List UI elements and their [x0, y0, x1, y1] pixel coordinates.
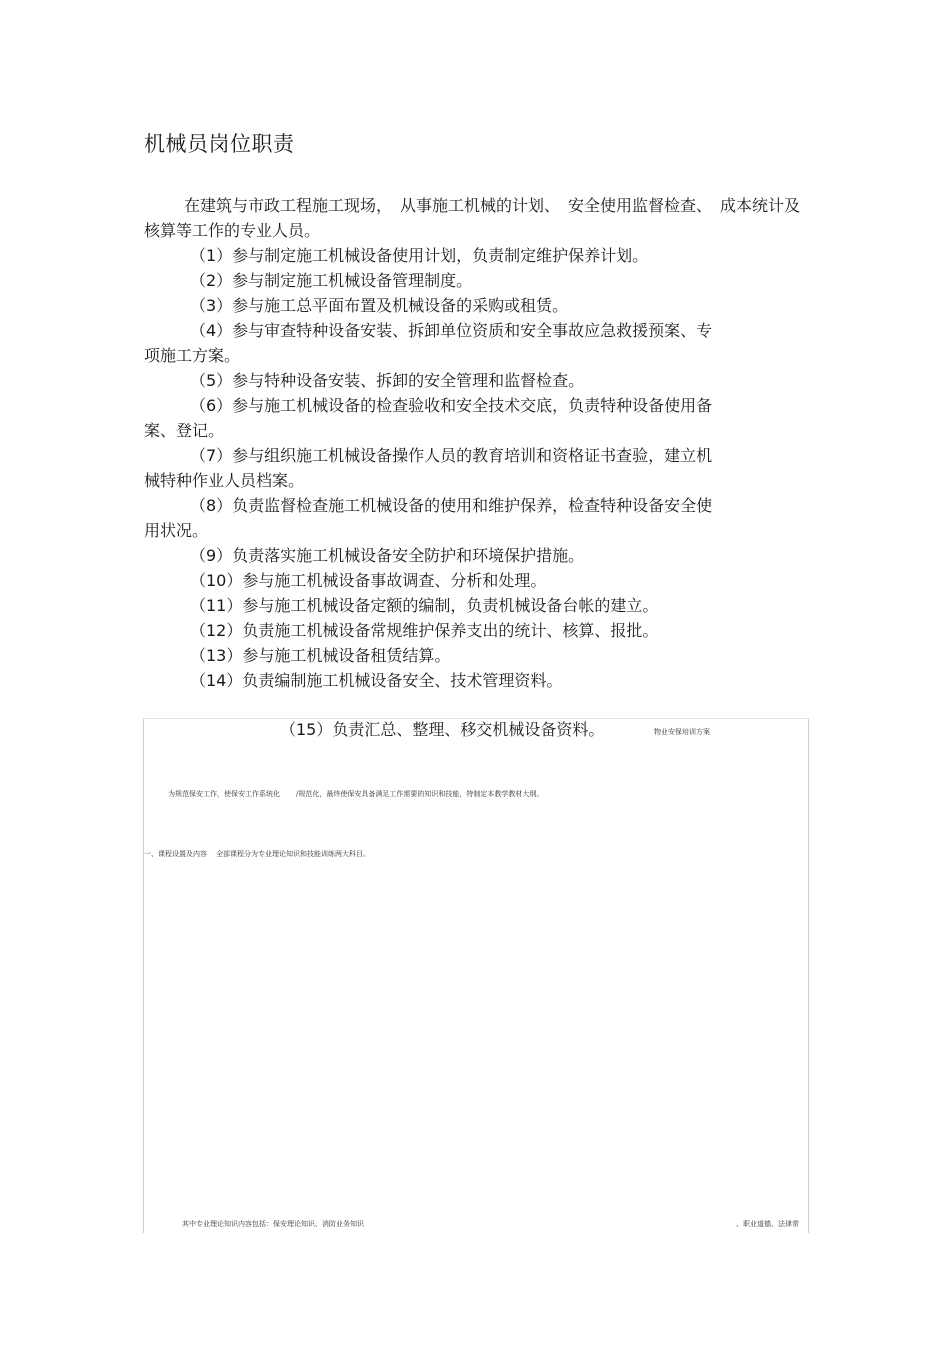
duty-item-continuation: 械特种作业人员档案。 [144, 471, 305, 490]
duty-item: （8）负责监督检查施工机械设备的使用和维护保养，检查特种设备安全使 [190, 496, 713, 515]
duty-item: （5）参与特种设备安装、拆卸的安全管理和监督检查。 [190, 371, 585, 390]
embedded-bottom-a: 其中专业理论知识内容包括：保安理论知识、消防业务知识 [182, 1220, 364, 1228]
embedded-purpose-a: 为规范保安工作，使保安工作系统化 [168, 790, 280, 798]
duty-item-continuation: 项施工方案。 [144, 346, 241, 365]
duty-item: （10）参与施工机械设备事故调查、分析和处理。 [190, 571, 547, 590]
embedded-section1-b: 全部课程分为专业理论知识和技能训练两大科目。 [216, 850, 370, 858]
duty-item: （12）负责施工机械设备常规维护保养支出的统计、核算、报批。 [190, 621, 659, 640]
duty-item: （4）参与审查特种设备安装、拆卸单位资质和安全事故应急救援预案、专 [190, 321, 713, 340]
embedded-heading: 物业安保培训方案 [654, 728, 710, 736]
embedded-section1-a: 一、课程设置及内容 [144, 850, 207, 858]
intro-paragraph: 在建筑与市政工程施工现场， 从事施工机械的计划、 安全使用监督检查、 成本统计及核算等工作的专业人员。 [144, 196, 801, 240]
duty-item-15: （15）负责汇总、整理、移交机械设备资料。 [280, 720, 605, 739]
embedded-page-frame [143, 718, 809, 1233]
document-title: 机械员岗位职责 [144, 132, 295, 156]
duty-item: （3）参与施工总平面布置及机械设备的采购或租赁。 [190, 296, 569, 315]
duty-item: （7）参与组织施工机械设备操作人员的教育培训和资格证书查验，建立机 [190, 446, 713, 465]
duty-item: （2）参与制定施工机械设备管理制度。 [190, 271, 473, 290]
embedded-bottom-b: 、职业道德、法律常 [736, 1220, 799, 1228]
duty-item: （1）参与制定施工机械设备使用计划，负责制定维护保养计划。 [190, 246, 649, 265]
duty-item: （14）负责编制施工机械设备安全、技术管理资料。 [190, 671, 563, 690]
embedded-purpose-b: /规范化，最终使保安具备满足工作需要的知识和技能，特制定本教学教材大纲。 [296, 790, 544, 798]
duty-item-continuation: 用状况。 [144, 521, 209, 540]
duty-item: （9）负责落实施工机械设备安全防护和环境保护措施。 [190, 546, 585, 565]
duty-item: （6）参与施工机械设备的检查验收和安全技术交底，负责特种设备使用备 [190, 396, 713, 415]
duty-item: （11）参与施工机械设备定额的编制，负责机械设备台帐的建立。 [190, 596, 659, 615]
duty-item-continuation: 案、登记。 [144, 421, 225, 440]
duty-item: （13）参与施工机械设备租赁结算。 [190, 646, 451, 665]
